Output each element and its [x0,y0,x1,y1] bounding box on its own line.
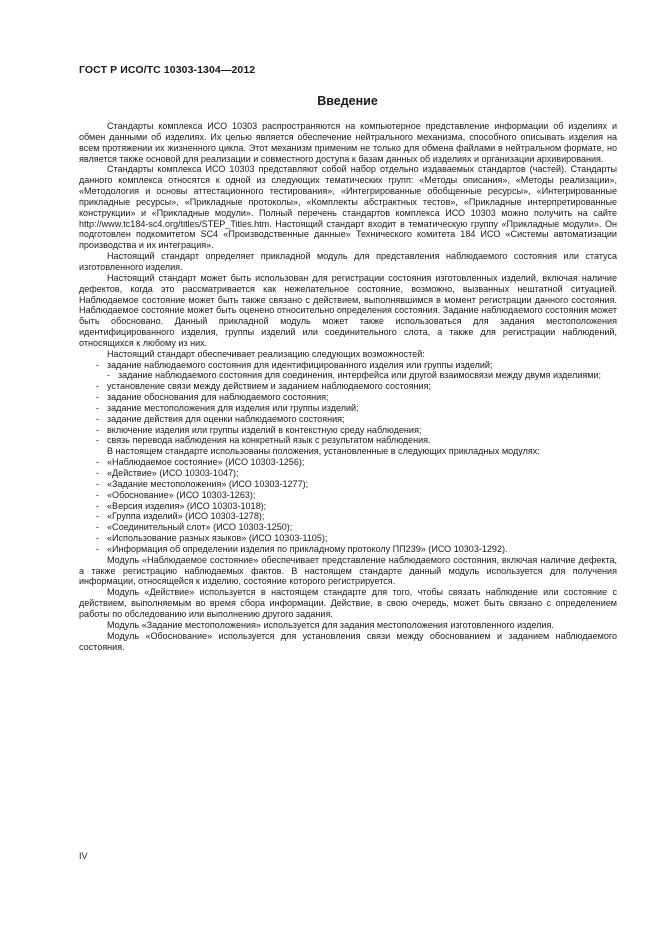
list-item-text: задание действия для оценки наблюдаемого состояния; [107,413,345,424]
list-item-text: «Версия изделия» (ИСО 10303-1018); [107,500,267,511]
document-header: ГОСТ Р ИСО/ТС 10303-1304—2012 [79,64,256,76]
list-marker: - [96,468,100,478]
paragraph: Модуль «Наблюдаемое состояние» обеспечивает представление наблюдаемого состояния, включая наличие дефекта, а также регистрацию наблюдаемых фактов. В настоящем стандарте данный модуль используется для получения информации, относящейся к изделию, состояние которого регистрируется. [79,554,617,587]
list-marker: - [96,533,100,544]
list-marker: - [96,522,100,533]
list-item-text: связь перевода наблюдения на конкретный язык с результатом наблюдения. [107,435,431,446]
list-item [79,501,617,512]
list-item [79,370,617,381]
paragraph: Настоящий стандарт может быть использован для регистрации состояния изготовленных изделий, включая наличие дефектов, когда это рассматривается как нежелательное состояние, возможно, вызванных нештатной ситуацией. Наблюдаемое состояние может быть также связано с действием, выполнявшимся в момент регистрации данного состояния. Наблюдаемое состояние может быть оценено относительно определения состояния. Задание наблюдаемого состояния может быть обосновано. Данный прикладной модуль может также использоваться для задания местоположения идентифицированного изделия, группы изделий или соединительного слота, а также для регистрации наблюдений, относящихся к любому из них. [79,272,617,348]
list-marker: - [96,413,100,424]
list-item-text: «Группа изделий» (ИСО 10303-1278); [107,511,265,522]
list-marker: - [96,392,100,403]
list-item [79,425,617,436]
list-marker: - [96,435,100,446]
list-item-text: установление связи между действием и заданием наблюдаемого состояния; [107,381,431,392]
list-marker: - [96,381,100,392]
list-marker: - [96,500,100,511]
list-item [79,522,617,533]
list-item [79,511,617,522]
list-item-text: «Задание местоположения» (ИСО 10303-1277); [107,478,309,489]
list-item-text: «Информация об определении изделия по прикладному протоколу ПП239» (ИСО 10303-1292). [107,543,508,554]
document-body [79,121,617,652]
section-title: Введение [317,94,378,108]
list-item-text: «Действие» (ИСО 10303-1047); [107,468,239,478]
list-item-text: «Наблюдаемое состояние» (ИСО 10303-1256); [107,457,305,468]
list-item [79,414,617,425]
list-item-text: задание наблюдаемого состояния для соединения, интерфейса или другой взаимосвязи между двумя изделиями; [118,370,602,381]
list-marker: - [107,370,111,381]
list-item-text: «Соединительный слот» (ИСО 10303-1250); [107,522,293,533]
capabilities-list [79,360,617,447]
list-item [79,392,617,403]
list-item [79,544,617,555]
paragraph: Стандарты комплекса ИСО 10303 распространяются на компьютерное представление информации об изделиях и обмен данными об изделиях. Их целью является обеспечение нейтрального механизма, способного описывать изделия на всем протяжении их жизненного цикла. Этот механизм применим не только для обмена файлами в нейтральном формате, но является также основой для реализации и совместного доступа к базам данных об изделиях и организации архивирования. [79,121,617,164]
list-item [79,479,617,490]
list-item [79,490,617,501]
list-item-text: задание наблюдаемого состояния для идентифицированного изделия или группы изделий; [107,359,493,370]
modules-list [79,457,617,555]
paragraph: Настоящий стандарт обеспечивает реализацию следующих возможностей: [107,348,425,359]
list-item-text: задание обоснования для наблюдаемого состояния; [107,392,329,403]
list-marker: - [96,402,100,413]
paragraph: Настоящий стандарт определяет прикладной модуль для представления наблюдаемого состояния или статуса изготовленного изделия. [79,251,617,272]
list-item [79,533,617,544]
list-item [79,403,617,414]
list-item [79,381,617,392]
list-marker: - [96,478,100,489]
list-item [79,468,617,479]
list-marker: - [96,543,100,554]
list-marker: - [96,424,100,435]
list-item [79,435,617,446]
paragraph: Модуль «Действие» используется в настоящем стандарте для того, чтобы связать наблюдение или состояние с действием, выполняемым во время сбора информации. Действие, в свою очередь, может быть связано с определением работы по обследованию или выполнению другого задания. [79,587,617,619]
list-item-text: задание местоположения для изделия или группы изделий; [107,402,359,413]
list-marker: - [96,359,100,370]
list-item-text: «Обоснование» (ИСО 10303-1263); [107,489,256,500]
list-marker: - [96,489,100,500]
paragraph: Модуль «Обоснование» используется для установления связи между обоснованием и заданием наблюдаемого состояния. [79,630,617,652]
list-item-text: включение изделия или группы изделий в контекстную среду наблюдения; [107,424,422,435]
list-marker: - [96,511,100,522]
paragraph: Стандарты комплекса ИСО 10303 представляют собой набор отдельно издаваемых стандартов (частей). Стандарты данного комплекса относятся к одной из следующих тематических групп: «Методы описания», «Методы реализации», «Методология и основы аттестационного тестирования», «Интегрированные обобщенные ресурсы», «Интегрированные прикладные ресурсы», «Прикладные протоколы», «Комплекты абстрактных тестов», «Прикладные интерпретированные конструкции» и «Прикладные модули». Полный перечень стандартов комплекса ИСО 10303 можно получить на сайте http://www.tc184-sc4.org/titles/STEP_Titles.htm. Настоящий стандарт входит в тематическую группу «Прикладные модули». Он подготовлен подкомитетом SC4 «Производственные данные» Технического комитета 184 ИСО «Системы автоматизации производства и их интеграция». [79,164,617,251]
paragraph: Модуль «Задание местоположения» используется для задания местоположения изготовленного изделия. [107,619,554,630]
paragraph: В настоящем стандарте использованы положения, установленные в следующих прикладных модулях: [107,446,540,457]
page-number: IV [79,851,88,861]
list-item-text: «Использование разных языков» (ИСО 10303-1105); [107,533,328,544]
list-item [79,457,617,468]
list-marker: - [96,457,100,468]
list-item [79,360,617,371]
